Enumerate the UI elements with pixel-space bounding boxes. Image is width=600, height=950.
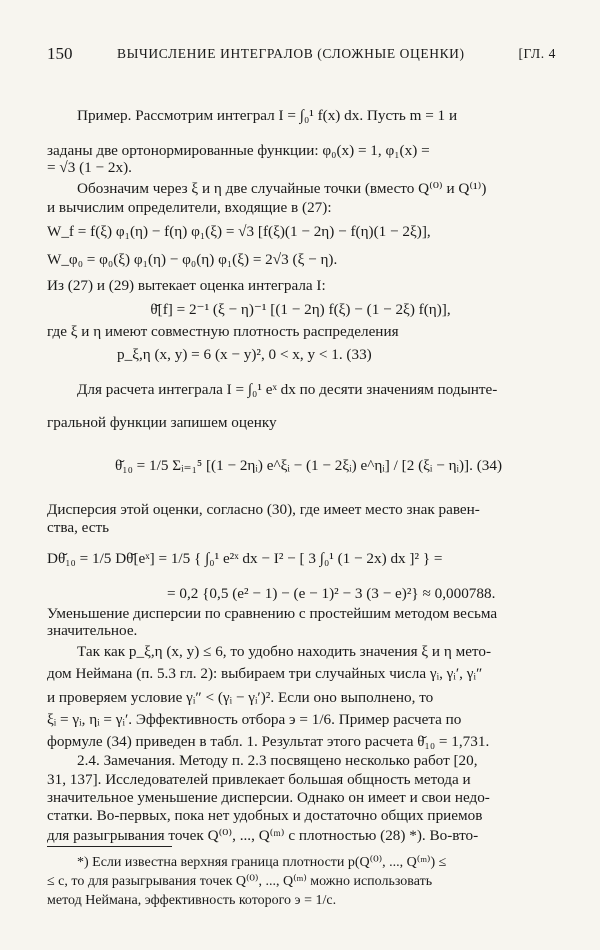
formula-wphi: W_φ₀ = φ₀(ξ) φ₁(η) − φ₀(η) φ₁(ξ) = 2√3 (ξ − η).	[47, 251, 338, 268]
text-line: и вычислим определители, входящие в (27):	[47, 199, 332, 216]
text-line: Так как p_ξ,η (x, y) ≤ 6, то удобно находить значения ξ и η мето-	[77, 643, 492, 660]
formula-wf: W_f = f(ξ) φ₁(η) − f(η) φ₁(ξ) = √3 [f(ξ)(1 − 2η) − f(η)(1 − 2ξ)],	[47, 223, 431, 240]
formula-33: p_ξ,η (x, y) = 6 (x − y)², 0 < x, y < 1. (33)	[117, 346, 372, 363]
text-line: гральной функции запишем оценку	[47, 414, 277, 431]
text-line: заданы две ортонормированные функции: φ₀(x) = 1, φ₁(x) =	[47, 142, 430, 159]
formula-dispersion-value: = 0,2 {0,5 (e² − 1) − (e − 1)² − 3 (3 − e)²} ≈ 0,000788.	[167, 585, 496, 602]
text-line: Для расчета интеграла I = ∫₀¹ eˣ dx по десяти значениям подынте-	[77, 381, 498, 398]
page-number: 150	[47, 44, 73, 63]
text-line: статки. Во-первых, пока нет удобных и достаточно общих приемов	[47, 807, 483, 824]
section-remarks: 2.4. Замечания. Методу п. 2.3 посвящено несколько работ [20,	[77, 752, 478, 769]
text-line: и проверяем условие γᵢ″ < (γᵢ − γᵢ′)². Если оно выполнено, то	[47, 689, 434, 706]
text-line: = √3 (1 − 2x).	[47, 159, 132, 176]
text-line: Уменьшение дисперсии по сравнению с простейшим методом весьма	[47, 605, 498, 622]
formula-estimate: θ̆[f] = 2⁻¹ (ξ − η)⁻¹ [(1 − 2η) f(ξ) − (1 − 2ξ) f(η)],	[150, 301, 451, 318]
text-line: Из (27) и (29) вытекает оценка интеграла I:	[47, 277, 326, 294]
text-line: для разыгрывания точек Q⁽⁰⁾, ..., Q⁽ᵐ⁾ с плотностью (28) *). Во-вто-	[47, 827, 479, 844]
footnote-line: метод Неймана, эффективность которого э = 1/c.	[47, 893, 337, 908]
text-line: дом Неймана (п. 5.3 гл. 2): выбираем три случайных числа γᵢ, γᵢ′, γᵢ″	[47, 665, 483, 682]
footnote-rule	[47, 846, 172, 847]
running-title: ВЫЧИСЛЕНИЕ ИНТЕГРАЛОВ (СЛОЖНЫЕ ОЦЕНКИ)	[117, 46, 465, 61]
text-line: ξᵢ = γᵢ, ηᵢ = γᵢ′. Эффективность отбора э = 1/6. Пример расчета по	[47, 711, 462, 728]
text-line: Дисперсия этой оценки, согласно (30), где имеет место знак равен-	[47, 501, 480, 518]
text-line: где ξ и η имеют совместную плотность распределения	[47, 323, 399, 340]
chapter-reference: [ГЛ. 4	[518, 46, 556, 61]
text-line: значительное.	[47, 622, 138, 639]
text-line: значительное уменьшение дисперсии. Однако он имеет и свои недо-	[47, 789, 490, 806]
text-line: формуле (34) приведен в табл. 1. Результат этого расчета θ̆₁₀ = 1,731.	[47, 733, 490, 750]
text-line: Обозначим через ξ и η две случайные точки (вместо Q⁽⁰⁾ и Q⁽¹⁾)	[77, 180, 487, 197]
formula-34: θ̆₁₀ = 1/5 Σᵢ₌₁⁵ [(1 − 2ηᵢ) e^ξᵢ − (1 − 2ξᵢ) e^ηᵢ] / [2 (ξᵢ − ηᵢ)]. (34)	[115, 457, 503, 474]
running-header	[47, 44, 556, 64]
footnote-line: *) Если известна верхняя граница плотности p(Q⁽⁰⁾, ..., Q⁽ᵐ⁾) ≤	[77, 855, 447, 870]
text-line: Пример. Рассмотрим интеграл I = ∫₀¹ f(x) dx. Пусть m = 1 и	[77, 107, 458, 124]
text-line: 31, 137]. Исследователей привлекает большая общность метода и	[47, 771, 471, 788]
footnote-line: ≤ c, то для разыгрывания точек Q⁽⁰⁾, ..., Q⁽ᵐ⁾ можно использовать	[47, 874, 433, 889]
formula-dispersion: Dθ̆₁₀ = 1/5 Dθ̆[eˣ] = 1/5 { ∫₀¹ e²ˣ dx − I² − [ 3 ∫₀¹ (1 − 2x) dx ]² } =	[47, 550, 443, 567]
text-line: ства, есть	[47, 519, 110, 536]
